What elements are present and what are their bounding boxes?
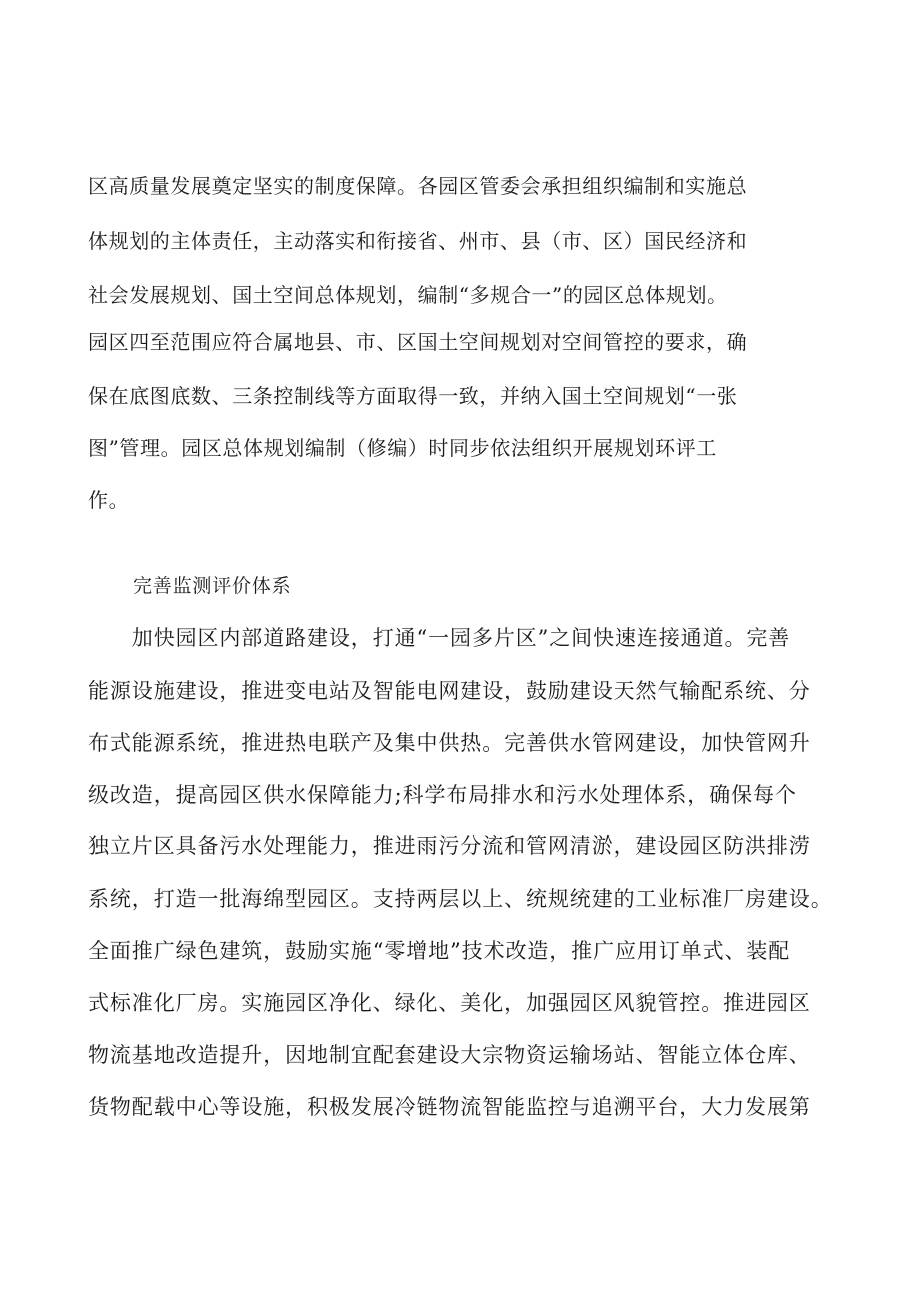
text-line: 系统，打造一批海绵型园区。支持两层以上、统规统建的工业标准厂房建设。 bbox=[88, 887, 833, 911]
text-line: 加快园区内部道路建设，打通“一园多片区”之间快速连接通道。完善 bbox=[88, 626, 791, 650]
text-line: 布式能源系统，推进热电联产及集中供热。完善供水管网建设，加快管网升 bbox=[88, 731, 811, 755]
text-line: 货物配载中心等设施，积极发展冷链物流智能监控与追溯平台，大力发展第 bbox=[88, 1095, 811, 1119]
text-line: 独立片区具备污水处理能力，推进雨污分流和管网清淤，建设园区防洪排涝 bbox=[88, 834, 811, 858]
text-line: 全面推广绿色建筑，鼓励实施“零增地”技术改造，推广应用订单式、装配 bbox=[88, 939, 791, 963]
section-heading: 完善监测评价体系 bbox=[133, 575, 292, 597]
text-line: 式标准化厂房。实施园区净化、绿化、美化，加强园区风貌管控。推进园区 bbox=[88, 991, 811, 1015]
text-line: 图”管理。园区总体规划编制（修编）时同步依法组织开展规划环评工 bbox=[88, 436, 717, 460]
text-line: 能源设施建设，推进变电站及智能电网建设，鼓励建设天然气输配系统、分 bbox=[88, 679, 811, 703]
text-line: 社会发展规划、国土空间总体规划，编制“多规合一”的园区总体规划。 bbox=[88, 283, 728, 307]
text-line: 区高质量发展奠定坚实的制度保障。各园区管委会承担组织编制和实施总 bbox=[88, 174, 748, 198]
text-line: 保在底图底数、三条控制线等方面取得一致，并纳入国土空间规划“一张 bbox=[88, 384, 738, 408]
text-line: 体规划的主体责任，主动落实和衔接省、州市、县（市、区）国民经济和 bbox=[88, 229, 748, 253]
text-line: 物流基地改造提升，因地制宜配套建设大宗物资运输场站、智能立体仓库、 bbox=[88, 1043, 811, 1067]
text-line: 级改造，提高园区供水保障能力;科学布局排水和污水处理体系，确保每个 bbox=[88, 783, 797, 807]
text-line: 作。 bbox=[88, 488, 130, 512]
text-line: 园区四至范围应符合属地县、市、区国土空间规划对空间管控的要求，确 bbox=[88, 330, 748, 354]
